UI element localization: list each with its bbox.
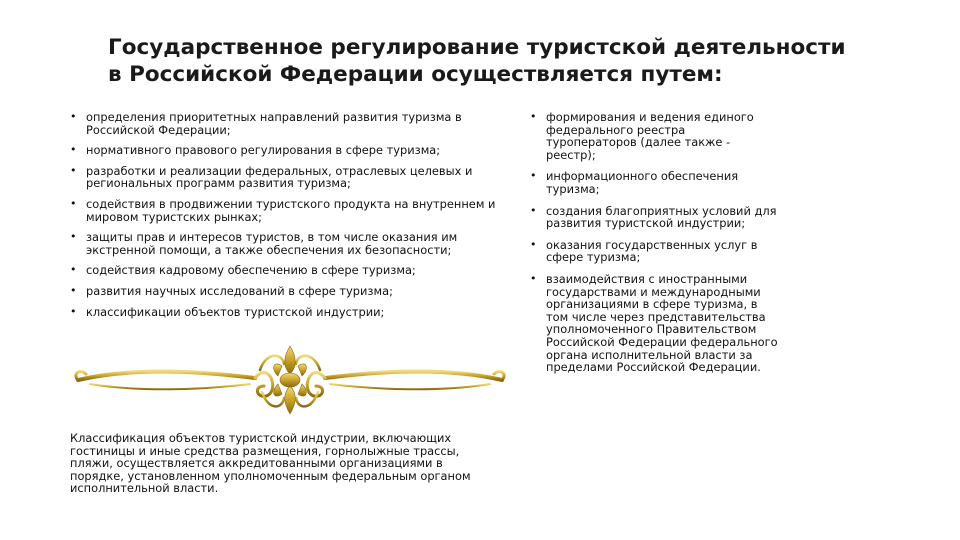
bullet-icon: • — [70, 283, 77, 297]
left-list-item-text: содействия кадровому обеспечению в сфере туризма; — [86, 263, 416, 278]
right-bullet-list — [528, 111, 778, 374]
left-list-item-text: защиты прав и интересов туристов, в том числе оказания им экстренной помощи, а также обеспечения их безопасности; — [86, 230, 458, 257]
left-list-item — [68, 198, 498, 223]
right-list-item — [528, 205, 778, 230]
right-list-item-text: формирования и ведения единого федерального реестра туроператоров (далее также - реестр); — [546, 110, 754, 162]
bullet-icon: • — [530, 110, 537, 123]
right-list-item — [528, 111, 778, 161]
left-list-item — [68, 231, 498, 256]
left-list-item-text: разработки и реализации федеральных, отраслевых целевых и региональных программ развития туризма; — [86, 163, 473, 191]
left-list-item — [68, 264, 498, 277]
left-list-item-text: содействия в продвижении туристского продукта на внутреннем и мировом туристских рынках; — [86, 196, 496, 224]
bullet-icon: • — [70, 110, 77, 123]
title-line-1: Государственное регулирование туристской деятельности — [108, 35, 846, 60]
right-list-item — [528, 239, 778, 264]
right-list-item-text: оказания государственных услуг в сфере туризма; — [546, 237, 758, 265]
bullet-icon: • — [530, 203, 537, 217]
left-list-item-text: нормативного правового регулирования в сфере туризма; — [86, 143, 441, 158]
classification-note: Классификация объектов туристской индустрии, включающих гостиницы и иные средства размещения, горнолыжные трассы, пляжи, осуществляется аккредитованными организациями в порядке, установленном уполномоченным федеральным органом исполнительной власти. — [70, 431, 471, 496]
bullet-icon: • — [70, 143, 77, 157]
bullet-icon: • — [70, 230, 77, 244]
left-list-item-text: классификации объектов туристской индустрии; — [86, 304, 385, 319]
bullet-icon: • — [70, 304, 77, 318]
right-list-item — [528, 273, 778, 374]
slide-title — [108, 34, 928, 88]
left-bullet-list — [68, 111, 498, 318]
bullet-icon: • — [70, 263, 77, 277]
left-list-item-text: определения приоритетных направлений развития туризма в Российской Федерации; — [86, 110, 462, 137]
title-line-2: в Российской Федерации осуществляется путем: — [108, 62, 723, 87]
left-list-item — [68, 306, 498, 319]
left-list-item — [68, 144, 498, 157]
right-list-item-text: взаимодействия с иностранными государствами и международными организациями в сфере туризма, в том числе через представительства уполномоченного Правительством Российской Федерации федерального органа исполнительной власти за пределами Российской Федерации. — [546, 271, 778, 375]
left-list-item — [68, 285, 498, 298]
gold-scroll-ornament-icon — [70, 340, 510, 420]
left-list-item — [68, 111, 498, 136]
bullet-icon: • — [530, 271, 537, 285]
left-list-item — [68, 165, 498, 190]
right-list-item — [528, 170, 778, 195]
bullet-icon: • — [530, 169, 537, 183]
bullet-icon: • — [70, 163, 77, 177]
bullet-icon: • — [530, 237, 537, 251]
left-list-item-text: развития научных исследований в сфере туризма; — [86, 283, 393, 298]
right-list-item-text: создания благоприятных условий для развития туристской индустрии; — [546, 203, 777, 231]
bullet-icon: • — [70, 196, 77, 210]
right-list-item-text: информационного обеспечения туризма; — [546, 169, 739, 196]
